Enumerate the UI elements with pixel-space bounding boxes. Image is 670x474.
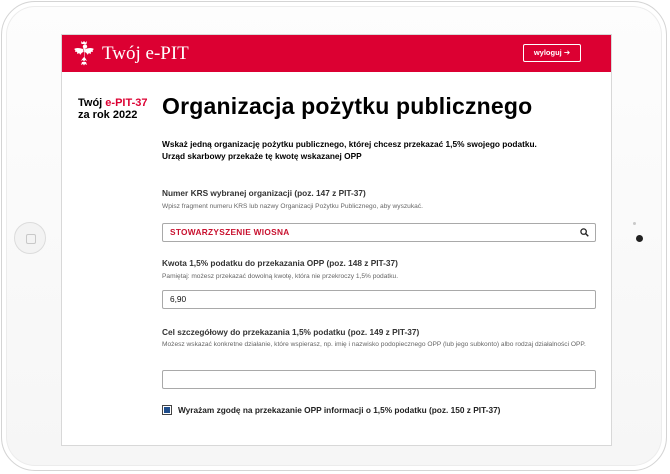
eagle-emblem-icon (73, 40, 95, 66)
page-title: Organizacja pożytku publicznego (162, 93, 533, 119)
tablet-frame (1, 1, 667, 471)
amount-input[interactable] (162, 290, 596, 309)
krs-input-value: STOWARZYSZENIE WIOSNA (170, 227, 290, 237)
amount-input-value: 6,90 (170, 294, 187, 304)
krs-field-hint: Wpisz fragment numeru KRS lub nazwy Organizacji Pożytku Publicznego, aby wyszukać. (162, 203, 423, 210)
front-camera (636, 235, 643, 242)
brand-title: Twój e-PIT (102, 43, 189, 64)
purpose-field-hint: Możesz wskazać konkretne działanie, które wspierasz, np. imię i nazwisko podopiecznego OPP (lub jego subkonto) albo rodzaj działalności OPP. (162, 341, 586, 348)
purpose-field-label: Cel szczegółowy do przekazania 1,5% podatku (poz. 149 z PIT-37) (162, 327, 420, 337)
intro-line-2: Urząd skarbowy przekaże tę kwotę wskazanej OPP (162, 151, 362, 161)
consent-checkbox[interactable] (162, 405, 172, 415)
search-icon[interactable] (580, 228, 589, 237)
tax-form-label (78, 97, 147, 121)
purpose-input[interactable] (162, 370, 596, 389)
top-header (62, 35, 611, 72)
logout-button[interactable]: wyloguj ➔ (523, 44, 581, 62)
tax-form-prefix: Twój (78, 97, 106, 109)
consent-label[interactable]: Wyrażam zgodę na przekazanie OPP informacji o 1,5% podatku (poz. 150 z PIT-37) (178, 405, 501, 415)
tax-form-name: e-PIT-37 (105, 97, 148, 109)
home-button[interactable] (14, 222, 46, 254)
front-sensor (633, 222, 636, 225)
amount-field-label: Kwota 1,5% podatku do przekazania OPP (poz. 148 z PIT-37) (162, 258, 398, 268)
krs-field-label: Numer KRS wybranej organizacji (poz. 147 z PIT-37) (162, 188, 366, 198)
tax-year: za rok 2022 (78, 109, 138, 121)
krs-search-input[interactable] (162, 223, 596, 242)
intro-line-1: Wskaż jedną organizację pożytku publicznego, której chcesz przekazać 1,5% swojego podatku. (162, 139, 537, 149)
intro-text (162, 138, 592, 162)
amount-field-hint: Pamiętaj: możesz przekazać dowolną kwotę, która nie przekroczy 1,5% podatku. (162, 273, 399, 280)
app-screen (61, 34, 612, 446)
